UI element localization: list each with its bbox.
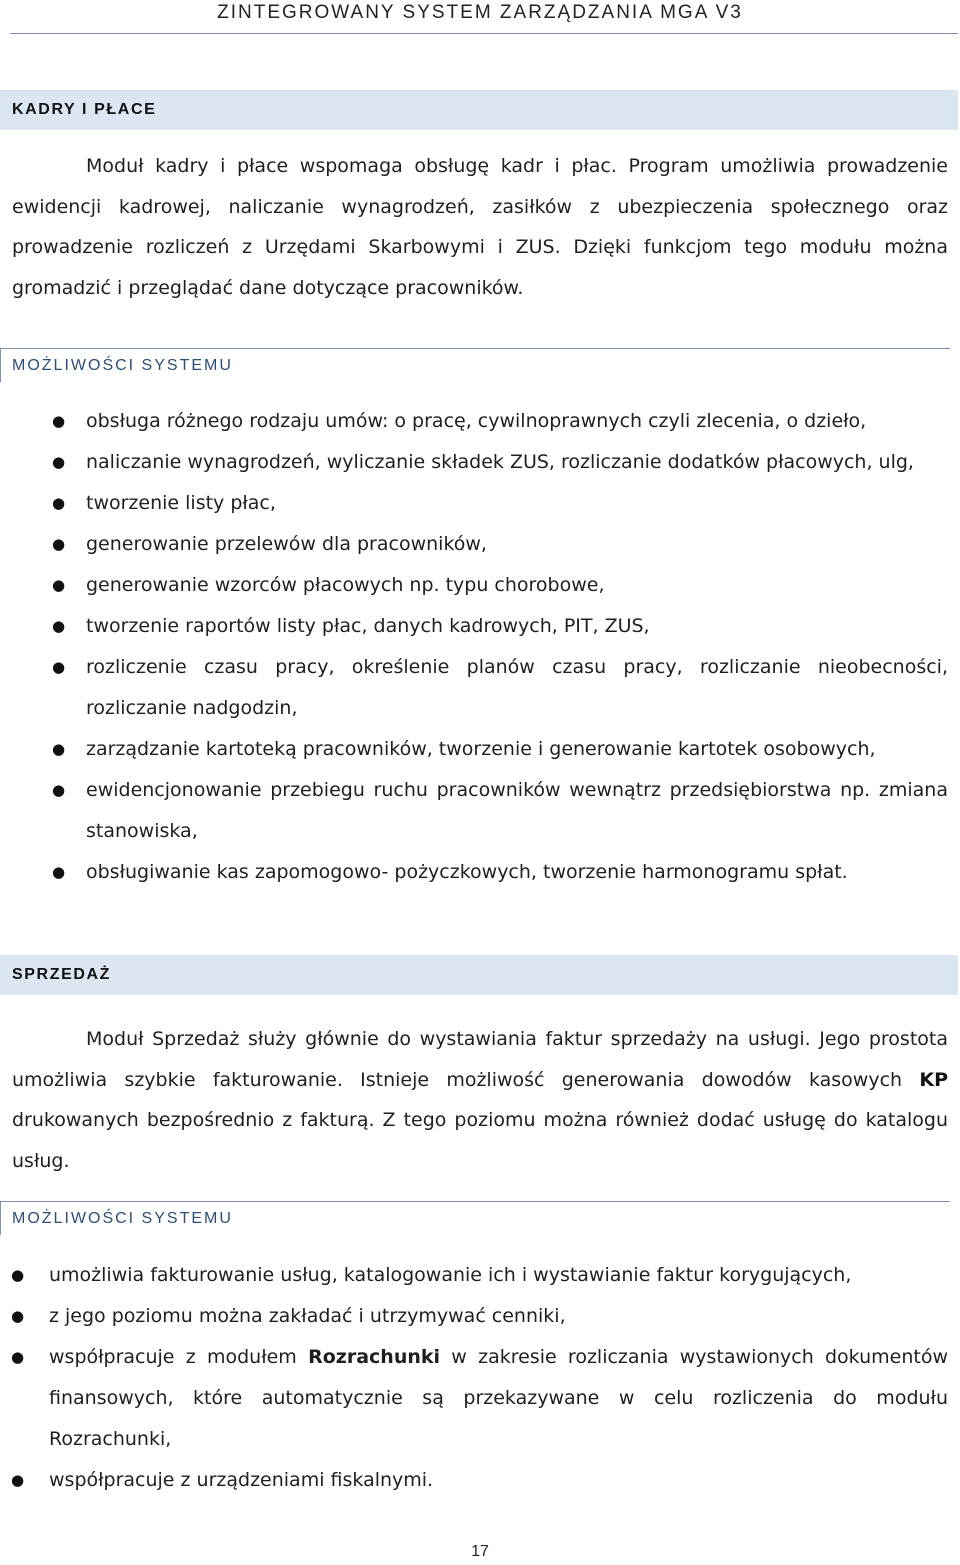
page-number: 17: [471, 1543, 489, 1560]
list-item: ● rozliczenie czasu pracy, określenie planów czasu pracy, rozliczanie nieobecności, rozliczanie nadgodzin,: [86, 647, 948, 729]
bullet-icon: ●: [52, 658, 66, 676]
bullet-icon: ●: [52, 740, 66, 758]
section-heading-sprzedaz: [0, 955, 958, 995]
list-item: ● z jego poziomu można zakładać i utrzymywać cenniki,: [49, 1296, 948, 1337]
list-item: ● zarządzanie kartoteką pracowników, tworzenie i generowanie kartotek osobowych,: [86, 729, 948, 770]
bullet-icon: ●: [52, 494, 66, 512]
header-rule: [10, 33, 958, 34]
bullet-icon: ●: [11, 1471, 25, 1489]
subheading-mozliwosci-2: [0, 1201, 950, 1233]
sprzedaz-description-text-2: drukowanych bezpośrednio z fakturą. Z tego poziomu można również dodać usługę do katalogu usług.: [12, 1109, 948, 1173]
subheading-mozliwosci-2-label: MOŻLIWOŚCI SYSTEMU: [12, 1210, 233, 1227]
bullet-icon: ●: [52, 453, 66, 471]
bullet-icon: ●: [11, 1307, 25, 1325]
list-item: ● obsługiwanie kas zapomogowo- pożyczkowych, tworzenie harmonogramu spłat.: [86, 852, 948, 893]
kadry-description: [12, 146, 948, 309]
list-item: ● generowanie przelewów dla pracowników,: [86, 524, 948, 565]
list-item: ● generowanie wzorców płacowych np. typu chorobowe,: [86, 565, 948, 606]
rozrachunki-bold: Rozrachunki: [308, 1346, 441, 1368]
list-item: ● ewidencjonowanie przebiegu ruchu pracowników wewnątrz przedsiębiorstwa np. zmiana stanowiska,: [86, 770, 948, 852]
section-heading-sprzedaz-label: SPRZEDAŻ: [12, 966, 112, 983]
list-item: ● umożliwia fakturowanie usług, katalogowanie ich i wystawianie faktur korygujących,: [49, 1255, 948, 1296]
bullet-icon: ●: [52, 576, 66, 594]
list-item: ● naliczanie wynagrodzeń, wyliczanie składek ZUS, rozliczanie dodatków płacowych, ulg,: [86, 442, 948, 483]
section-heading-kadry-label: KADRY I PŁACE: [12, 101, 157, 118]
running-header: ZINTEGROWANY SYSTEM ZARZĄDZANIA MGA V3: [217, 2, 743, 23]
bullet-icon: ●: [52, 535, 66, 553]
list-item: ● współpracuje z urządzeniami fiskalnymi.: [49, 1460, 948, 1501]
section-heading-kadry: [0, 90, 958, 130]
kadry-description-text: Moduł kadry i płace wspomaga obsługę kadr i płac. Program umożliwia prowadzenie ewidencji kadrowej, naliczanie wynagrodzeń, zasiłków z ubezpieczenia społecznego oraz prowadzenie rozliczeń z Urzędami Skarbowymi i ZUS. Dzięki funkcjom tego modułu można gromadzić i przeglądać dane dotyczące pracowników.: [12, 155, 948, 300]
list-item: ● współpracuje z modułem Rozrachunki w zakresie rozliczania wystawionych dokumentów finansowych, które automatycznie są przekazywane w celu rozliczenia do modułu Rozrachunki,: [49, 1337, 948, 1460]
bullet-icon: ●: [52, 617, 66, 635]
sprzedaz-description: [12, 1019, 948, 1182]
bullet-icon: ●: [11, 1266, 25, 1284]
list-item: ● tworzenie listy płac,: [86, 483, 948, 524]
kadry-features-list: [52, 401, 948, 893]
sprzedaz-features-list: [11, 1255, 948, 1501]
bullet-icon: ●: [52, 863, 66, 881]
kp-bold: KP: [919, 1068, 948, 1091]
subheading-mozliwosci-1-label: MOŻLIWOŚCI SYSTEMU: [12, 357, 233, 374]
bullet-icon: ●: [52, 412, 66, 430]
list-item: ● tworzenie raportów listy płac, danych kadrowych, PIT, ZUS,: [86, 606, 948, 647]
list-item: ● obsługa różnego rodzaju umów: o pracę, cywilnoprawnych czyli zlecenia, o dzieło,: [86, 401, 948, 442]
sprzedaz-description-text-1: Moduł Sprzedaż służy głównie do wystawiania faktur sprzedaży na usługi. Jego prostota umożliwia szybkie fakturowanie. Istnieje możliwość generowania dowodów kasowych: [12, 1028, 948, 1091]
subheading-mozliwosci-1: [0, 348, 950, 380]
bullet-icon: ●: [11, 1348, 25, 1366]
bullet-icon: ●: [52, 781, 66, 799]
